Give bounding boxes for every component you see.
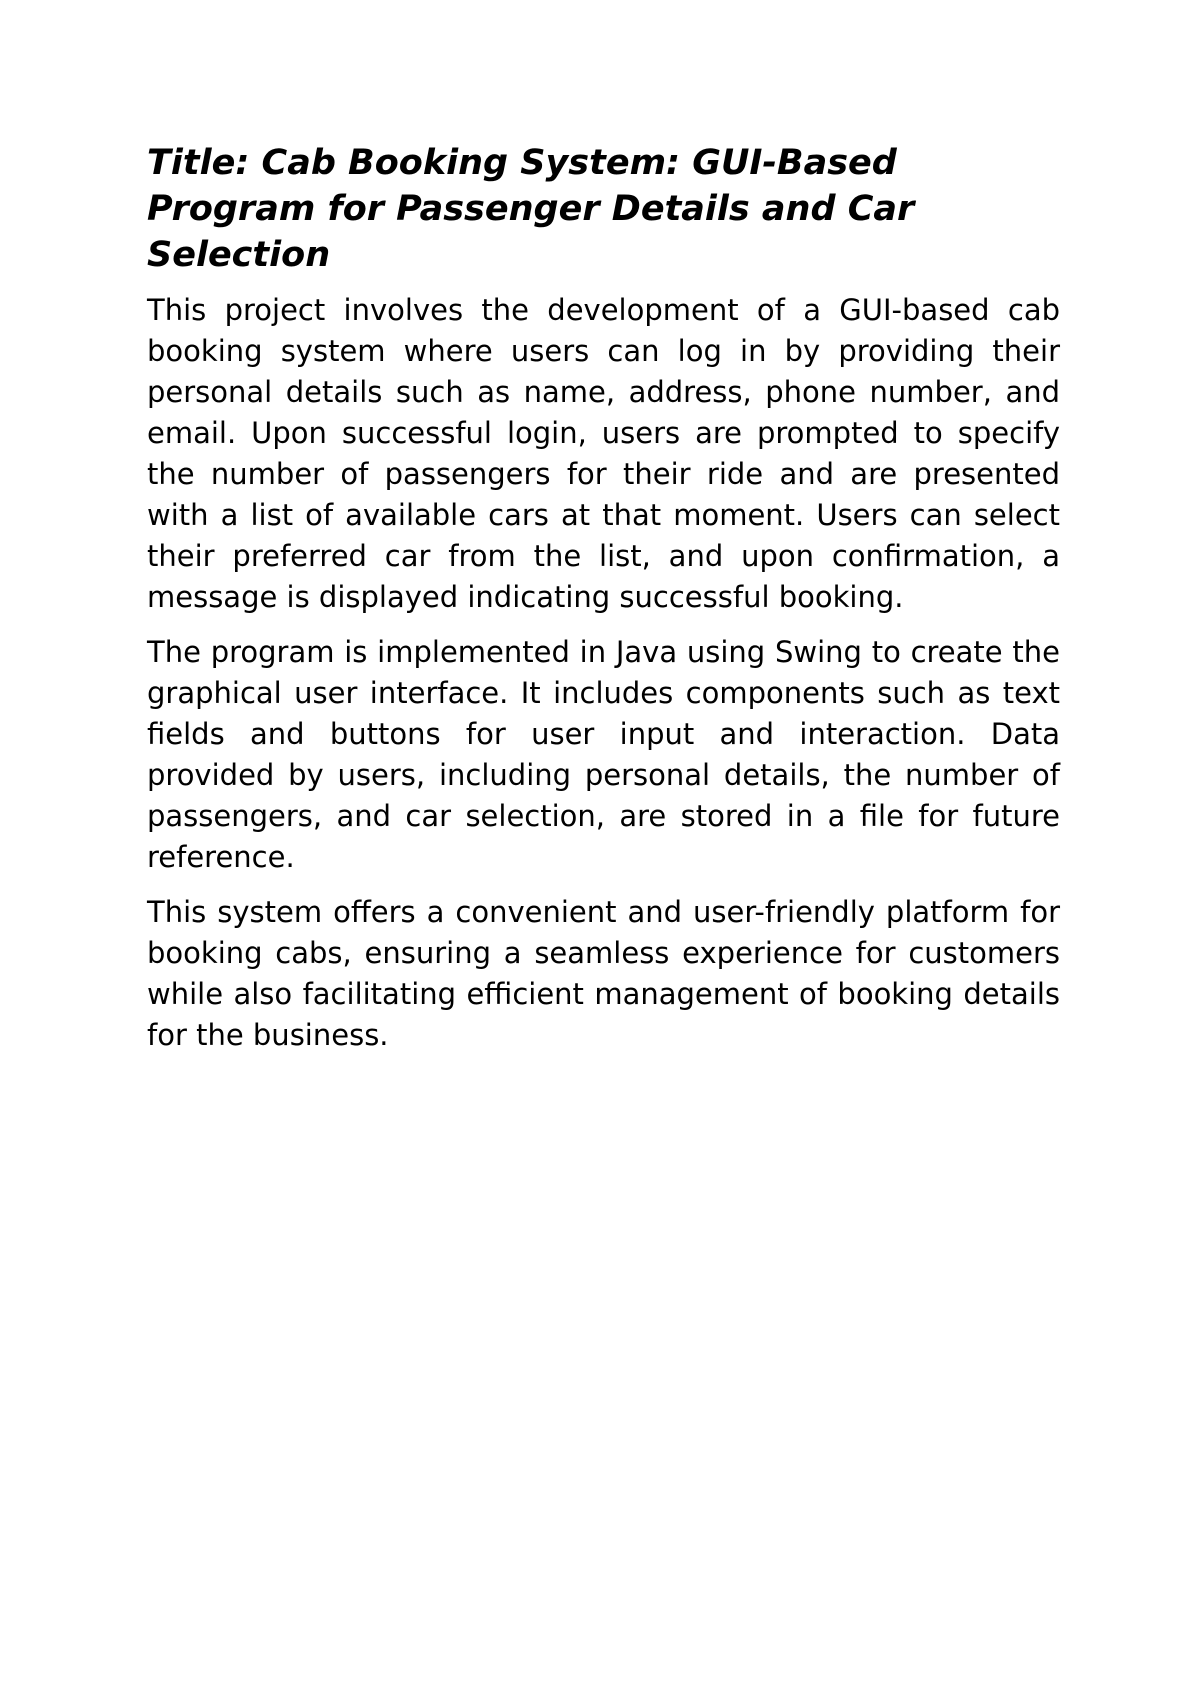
document-body xyxy=(147,140,1060,1070)
document-title: Title: Cab Booking System: GUI-Based Program for Passenger Details and Car Selection xyxy=(147,143,915,275)
paragraph-overview: This project involves the development of a GUI-based cab booking system where users can log in by providing their personal details such as name, address, phone number, and email. Upon successful login, users are prompted to specify the number of passengers for their ride and are presented with a list of available cars at that moment. Users can select their preferred car from the list, and upon confirmation, a message is displayed indicating successful booking. xyxy=(147,293,1060,614)
paragraph-benefits: This system offers a convenient and user-friendly platform for booking cabs, ensuring a seamless experience for customers while also facilitating efficient management of booking details for the business. xyxy=(147,895,1060,1052)
paragraph-implementation: The program is implemented in Java using Swing to create the graphical user interface. It includes components such as text fields and buttons for user input and interaction. Data provided by users, including personal details, the number of passengers, and car selection, are stored in a file for future reference. xyxy=(147,635,1060,874)
